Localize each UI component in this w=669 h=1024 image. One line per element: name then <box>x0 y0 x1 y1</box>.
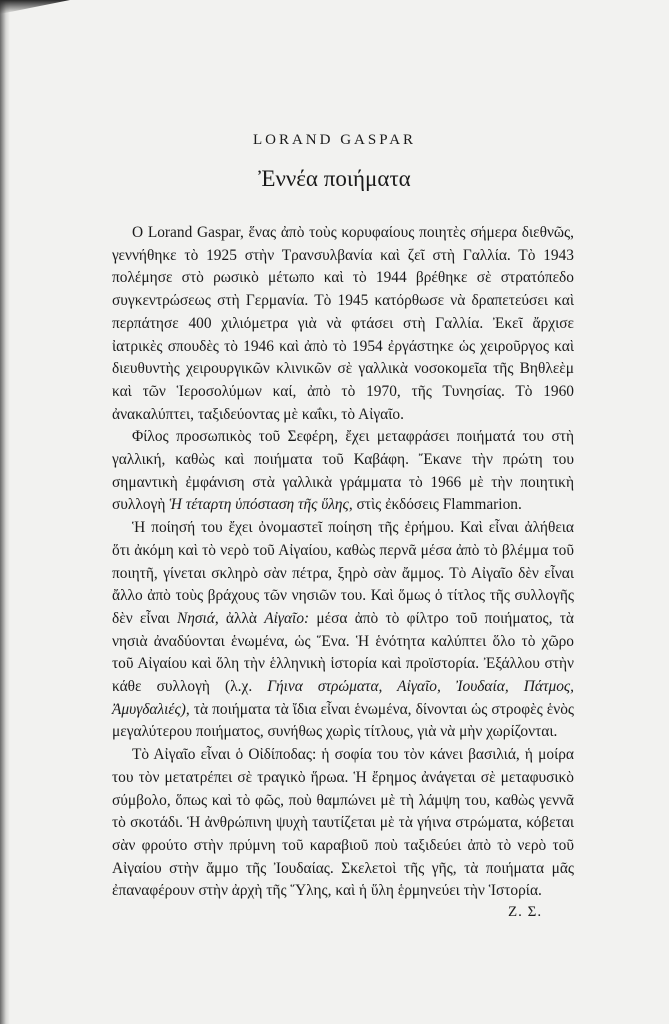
page-edge-shadow <box>0 0 10 1024</box>
paragraph-text: Φίλος προσωπικὸς τοῦ Σεφέρη, ἔχει μεταφράσει ποιήματά του στὴ γαλλική, καθὼς καὶ ποιήματα τοῦ Καβάφη. Ἔκανε τὴν πρώτη του σημαντικὴ ἐμφάνιση στὰ γαλλικὰ γράμματα τὸ 1966 μὲ τὴν ποιητικὴ συλλογὴ <box>112 428 574 514</box>
paragraph-text: , ἀλλὰ <box>214 609 265 627</box>
paragraph-text: Τὸ Αἰγαῖο εἶναι ὁ Οἰδίποδας: ἡ σοφία του τὸν κάνει βασιλιά, ἡ μοίρα του τὸν μετατρέπει σὲ τραγικὸ ἥρωα. Ἡ ἔρημος ἀνάγεται σὲ μεταφυσικὸ σύμβολο, ὅπως καὶ τὸ φῶς, ποὺ θαμπώνει μὲ τὴ λάμψη του, καθὼς γεννᾶ τὸ σκοτάδι. Ἡ ἀνθρώπινη ψυχὴ ταυτίζεται μὲ τὰ γήινα στρώματα, κόβεται σὰν φρούτο στὴν πρύμνη τοῦ καραβιοῦ ποὺ ταξιδεύει ἀπὸ τὸ νερὸ τοῦ Αἰγαίου στὴν ἄμμο τῆς Ἰουδαίας. Σκελετοὶ τῆς γῆς, τὰ ποιήματα μᾶς ἐπαναφέρουν στὴν ἀρχὴ τῆς Ὕλης, καὶ ἡ ὕλη ἑρμηνεύει τὴν Ἱστορία. <box>112 746 574 900</box>
paragraph-text: Ἡ ποίησή του ἔχει ὀνομαστεῖ ποίηση τῆς ἐρήμου. Καὶ εἶναι ἀλήθεια ὅτι ἀκόμη καὶ τὸ νερὸ τοῦ Αἰγαίου, καθὼς περνᾶ μέσα ἀπὸ τὸ βλέμμα τοῦ ποιητῆ, γίνεται σκληρὸ σὰν πέτρα, ξηρὸ σὰν ἄμμος. Τὸ Αἰγαῖο δὲν εἶναι ἄλλο ἀπὸ τοὺς βράχους τῶν νησιῶν του. Καὶ ὅμως ὁ τίτλος τῆς συλλογῆς δὲν εἶναι <box>112 519 574 627</box>
paragraph-text: , στὶς ἐκδόσεις Flammarion. <box>348 496 522 514</box>
signature-initials: Ζ. Σ. <box>508 904 543 920</box>
paragraph-3 <box>112 517 574 744</box>
paragraph-1 <box>112 222 574 426</box>
author-heading: LORAND GASPAR <box>252 132 417 148</box>
book-title: Ἡ τέταρτη ὑπόσταση τῆς ὕλης <box>169 496 349 514</box>
scan-corner-mark <box>0 0 70 14</box>
article-body <box>112 222 574 903</box>
italic-term: Νησιά <box>176 609 215 627</box>
paragraph-4 <box>112 744 574 903</box>
collection-titles: Γήινα στρώματα, Αἰγαῖο, Ἰουδαία, Πάτμος, Ἀμυγδαλιές) <box>112 678 574 718</box>
page-title: Ἐννέα ποιήματα <box>258 166 411 191</box>
paragraph-text: , τὰ ποιήματα τὰ ἴδια εἶναι ἑνωμένα, δίνονται ὡς στροφὲς ἑνὸς μεγαλύτερου ποιήματος, συνήθως χωρὶς τίτλους, γιὰ νὰ μὴν χωρίζονται. <box>112 700 574 741</box>
paragraph-2 <box>112 426 574 517</box>
paragraph-text: μέσα ἀπὸ τὸ φίλτρο τοῦ ποιήματος, τὰ νησιὰ ἀναδύονται ἑνωμένα, ὡς Ἕνα. Ἡ ἑνότητα καλύπτει ὅλο τὸ χῶρο τοῦ Αἰγαίου καὶ ὅλη τὴν ἑλληνικὴ ἱστορία καὶ προϊστορία. Ἐξάλλου στὴν κάθε συλλογὴ (λ.χ. <box>112 609 574 696</box>
italic-term: Αἰγαῖο: <box>264 609 310 627</box>
paragraph-text: Ο Lorand Gaspar, ἕνας ἀπὸ τοὺς κορυφαίους ποιητὲς σήμερα διεθνῶς, γεννήθηκε τὸ 1925 στὴν Τρανσυλβανία καὶ ζεῖ στὴ Γαλλία. Τὸ 1943 πολέμησε στὸ ρωσικὸ μέτωπο καὶ τὸ 1944 βρέθηκε σὲ στρατόπεδο συγκεντρώσεως στὴ Γερμανία. Τὸ 1945 κατόρθωσε νὰ δραπετεύσει καὶ περπάτησε 400 χιλιόμετρα γιὰ νὰ φτάσει στὴ Γαλλία. Ἐκεῖ ἄρχισε ἰατρικὲς σπουδὲς τὸ 1946 καὶ ἀπὸ τὸ 1954 ἐργάστηκε ὡς χειροῦργος καὶ διευθυντὴς χειρουργικῶν κλινικῶν σὲ γαλλικὰ νοσοκομεῖα τῆς Βηθλεὲμ καὶ τῶν Ἱεροσολύμων καί, ἀπὸ τὸ 1970, τῆς Τυνησίας. Τὸ 1960 ἀνακαλύπτει, ταξιδεύοντας μὲ καΐκι, τὸ Αἰγαῖο. <box>112 224 574 423</box>
